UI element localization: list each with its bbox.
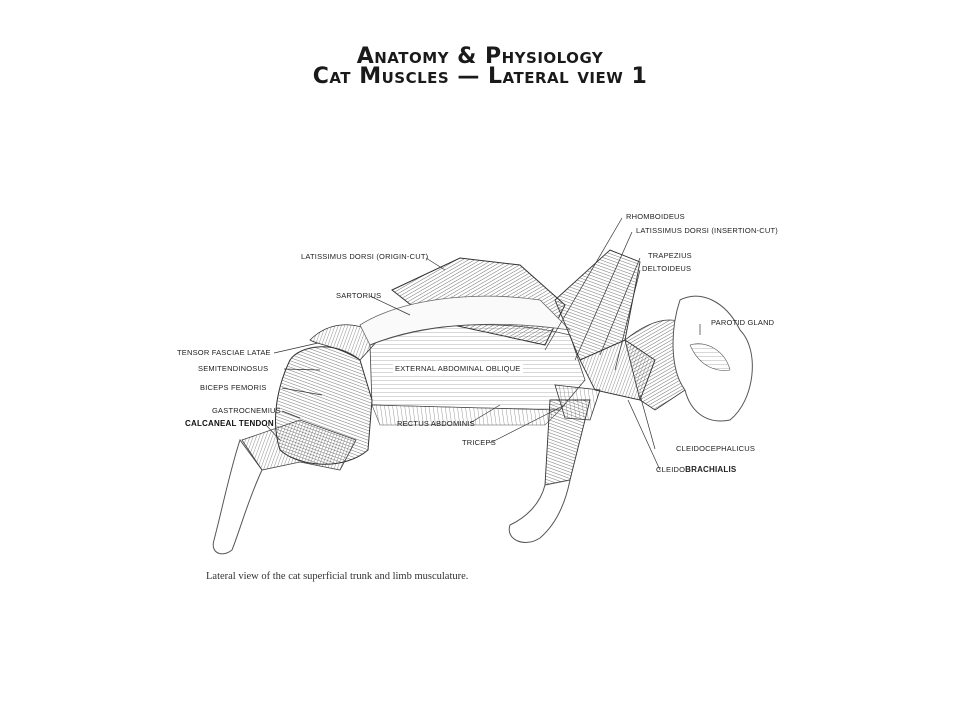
title-line-2: Cat Muscles — Lateral view 1 <box>312 64 648 89</box>
label-parotid-gland: PAROTID GLAND <box>711 318 775 327</box>
label-external-abdominal-oblique: EXTERNAL ABDOMINAL OBLIQUE <box>395 364 521 373</box>
fore-paw-outline <box>509 480 570 542</box>
label-trapezius: TRAPEZIUS <box>648 251 692 260</box>
label-latissimus-origin: LATISSIMUS DORSI (ORIGIN-CUT) <box>301 252 429 261</box>
label-latissimus-insertion: LATISSIMUS DORSI (INSERTION-CUT) <box>636 226 778 235</box>
foreleg-shape <box>545 400 590 485</box>
label-cleido-prefix: CLEIDO <box>656 465 686 474</box>
label-biceps-femoris: BICEPS FEMORIS <box>200 383 267 392</box>
label-triceps: TRICEPS <box>462 438 496 447</box>
label-calcaneal-tendon: CALCANEAL TENDON <box>185 419 274 428</box>
label-rhomboideus: RHOMBOIDEUS <box>626 212 685 221</box>
label-tensor-fasciae-latae: TENSOR FASCIAE LATAE <box>177 348 271 357</box>
label-brachialis-suffix: BRACHIALIS <box>685 465 737 474</box>
biceps-femoris-shape <box>275 347 372 464</box>
label-cleidocephalicus: CLEIDOCEPHALICUS <box>676 444 756 453</box>
title-line-1: Anatomy & Physiology <box>356 44 604 69</box>
label-cleidobrachialis <box>656 465 736 474</box>
label-gastrocnemius: GASTROCNEMIUS <box>212 406 281 415</box>
label-deltoideus: DELTOIDEUS <box>642 264 692 273</box>
label-semitendinosus: SEMITENDINOSUS <box>198 364 269 373</box>
figure-caption: Lateral view of the cat superficial trunk and limb musculature. <box>206 571 469 582</box>
label-rectus-abdominis: RECTUS ABDOMINIS <box>397 419 475 428</box>
label-sartorius: SARTORIUS <box>336 291 382 300</box>
